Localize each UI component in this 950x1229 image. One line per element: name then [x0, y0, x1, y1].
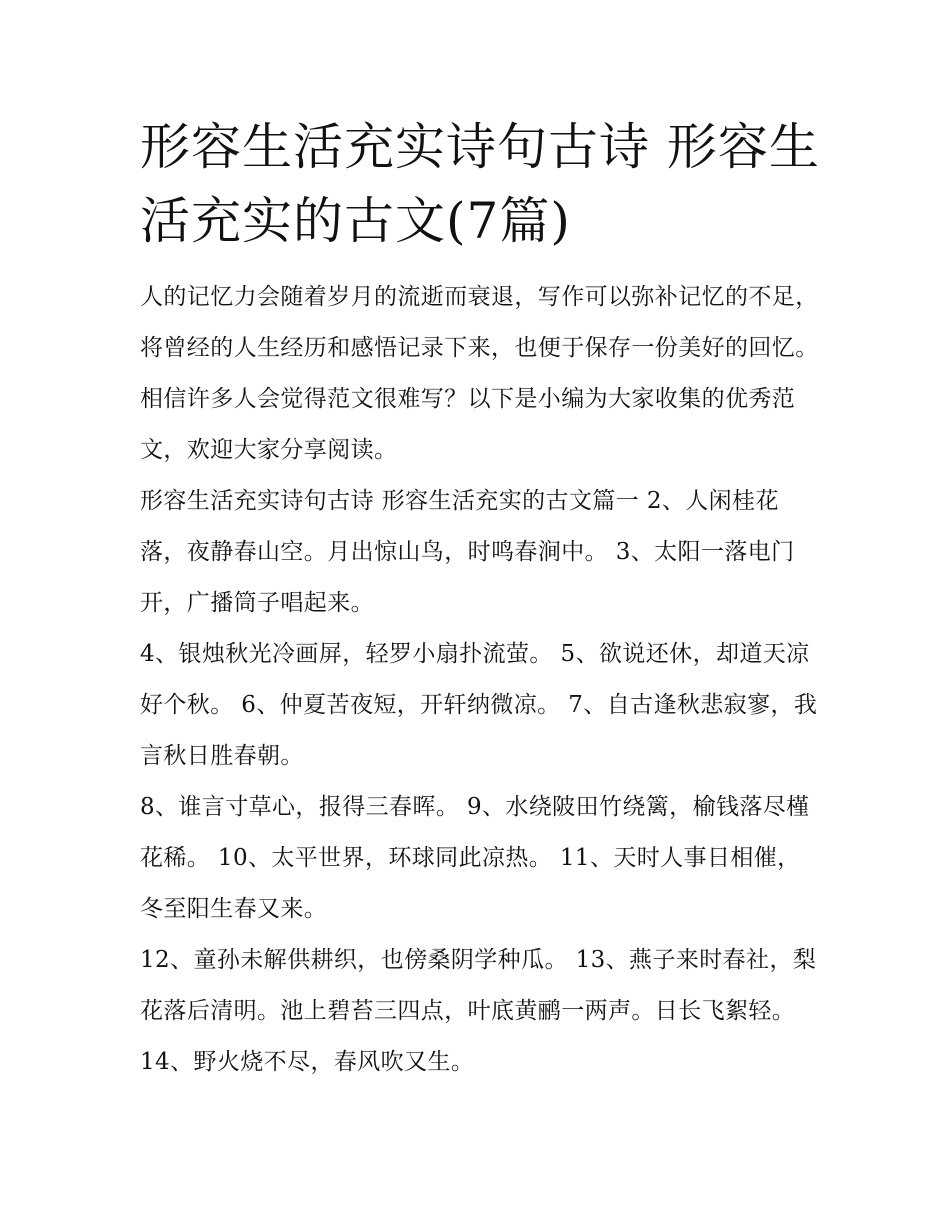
poem-paragraph: 8、谁言寸草心，报得三春晖。 9、水绕陂田竹绕篱，榆钱落尽槿花稀。 10、太平世界，环球同此凉热。 11、天时人事日相催，冬至阳生春又来。 [140, 794, 810, 922]
poem-paragraph: 4、银烛秋光冷画屏，轻罗小扇扑流萤。 5、欲说还休，却道天凉好个秋。 6、仲夏苦夜短，开轩纳微凉。 7、自古逢秋悲寂寥，我言秋日胜春朝。 [140, 641, 818, 769]
intro-paragraph: 人的记忆力会随着岁月的流逝而衰退，写作可以弥补记忆的不足，将曾经的人生经历和感悟记录下来，也便于保存一份美好的回忆。相信许多人会觉得范文很难写？以下是小编为大家收集的优秀范文，欢迎大家分享阅读。 [140, 284, 819, 463]
poem-paragraph: 形容生活充实诗句古诗 形容生活充实的古文篇一 2、人闲桂花落，夜静春山空。月出惊山鸟，时鸣春涧中。 3、太阳一落电门开，广播筒子唱起来。 [140, 488, 795, 616]
poem-paragraph: 12、童孙未解供耕织，也傍桑阴学种瓜。 13、燕子来时春社，梨花落后清明。池上碧苔三四点，叶底黄鹂一两声。日长飞絮轻。 14、野火烧不尽，春风吹又生。 [140, 947, 817, 1075]
document-page [140, 110, 820, 1088]
document-title: 形容生活充实诗句古诗 形容生活充实的古文(7篇) [140, 118, 820, 250]
